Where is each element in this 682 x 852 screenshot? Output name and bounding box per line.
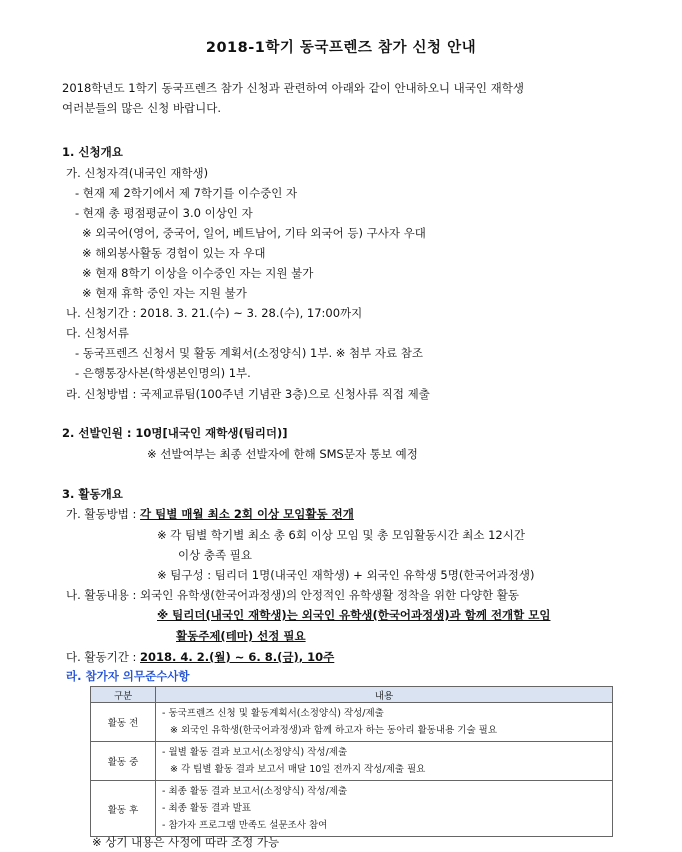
s1-ga-item: - 현재 제 2학기에서 제 7학기를 이수중인 자 (75, 186, 298, 200)
s1-ga-item: ※ 외국어(영어, 중국어, 일어, 베트남어, 기타 외국어 등) 구사자 우대 (82, 226, 426, 240)
footer-note: ※ 상기 내용은 사정에 따라 조정 가능 (92, 835, 280, 849)
s3-ga-value: 각 팀별 매월 최소 2회 이상 모임활동 전개 (140, 507, 354, 521)
section-2-heading (62, 425, 288, 441)
intro-line-2: 여러분들의 많은 신청 바랍니다. (62, 101, 222, 115)
s1-da: 다. 신청서류 (66, 326, 129, 340)
s3-na-label: 나. 활동내용 : (66, 588, 141, 602)
table-header-content: 내용 (156, 687, 613, 703)
s1-ga-item: - 현재 총 평점평균이 3.0 이상인 자 (75, 206, 253, 220)
s1-ga: 가. 신청자격(내국인 재학생) (66, 166, 209, 180)
section-1-heading: 1. 신청개요 (62, 145, 123, 159)
s1-ga-item: ※ 현재 8학기 이상을 이수중인 자는 지원 불가 (82, 266, 314, 280)
table-cell-content (156, 703, 613, 742)
page-title: 2018-1학기 동국프렌즈 참가 신청 안내 (205, 40, 477, 56)
s1-da-item: - 은행통장사본(학생본인명의) 1부. (75, 366, 251, 380)
table-line: ※ 외국인 유학생(한국어과정생)과 함께 하고자 하는 동아리 활동내용 기술 필요 (170, 725, 498, 736)
table-line: - 동국프렌즈 신청 및 활동계획서(소정양식) 작성/제출 (162, 708, 384, 719)
s3-da (66, 649, 334, 665)
table-cell-category: 활동 중 (91, 742, 156, 781)
table-line: - 최종 활동 결과 발표 (162, 803, 251, 814)
s2-value: 10명[내국인 재학생(팀리더)] (135, 426, 288, 440)
s1-ga-item: ※ 현재 휴학 중인 자는 지원 불가 (82, 286, 247, 300)
intro-line-1: 2018학년도 1학기 동국프렌즈 참가 신청과 관련하여 아래와 같이 안내하오니 내국인 재학생 (62, 81, 524, 95)
table-row (91, 703, 613, 742)
s3-na-note-b: 활동주제(테마) 선정 필요 (176, 629, 306, 643)
s3-na-value: 외국인 유학생(한국어과정생)의 안정적인 유학생활 정착을 위한 다양한 활동 (140, 588, 519, 602)
table-row (91, 781, 613, 837)
s3-ga (66, 506, 354, 522)
s1-da-item: - 동국프렌즈 신청서 및 활동 계획서(소정양식) 1부. ※ 첨부 자료 참조 (75, 346, 424, 360)
table-cell-content (156, 781, 613, 837)
s3-da-label: 다. 활동기간 : (66, 650, 141, 664)
s1-na: 나. 신청기간 : 2018. 3. 21.(수) ~ 3. 28.(수), 17:00까지 (66, 306, 363, 320)
s2-note: ※ 선발여부는 최종 선발자에 한해 SMS문자 통보 예정 (147, 447, 418, 461)
s3-ga-note-2: ※ 팀구성 : 팀리더 1명(내국인 재학생) + 외국인 유학생 5명(한국어과정생) (157, 568, 535, 582)
s3-ga-note-1b: 이상 충족 필요 (178, 548, 252, 562)
table-line: - 최종 활동 결과 보고서(소정양식) 작성/제출 (162, 786, 348, 797)
table-cell-category: 활동 전 (91, 703, 156, 742)
table-line: - 참가자 프로그램 만족도 설문조사 참여 (162, 820, 328, 831)
s3-ra: 라. 참가자 의무준수사항 (66, 669, 190, 683)
s2-prefix: 2. 선발인원 : (62, 426, 136, 440)
table-line: - 월별 활동 결과 보고서(소정양식) 작성/제출 (162, 747, 348, 758)
s3-na-note-a: ※ 팀리더(내국인 재학생)는 외국인 유학생(한국어과정생)과 함께 전개할 모임 (157, 608, 551, 622)
s1-ra: 라. 신청방법 : 국제교류팀(100주년 기념관 3층)으로 신청사류 직접 제출 (66, 387, 430, 401)
table-cell-content (156, 742, 613, 781)
table-row (91, 742, 613, 781)
s3-da-value: 2018. 4. 2.(월) ~ 6. 8.(금), 10주 (140, 650, 335, 664)
table-header-category: 구분 (91, 687, 156, 703)
table-cell-category: 활동 후 (91, 781, 156, 837)
table-line: ※ 각 팀별 활동 결과 보고서 매달 10일 전까지 작성/제출 필요 (170, 764, 426, 775)
section-3-heading: 3. 활동개요 (62, 487, 123, 501)
s3-ga-label: 가. 활동방법 : (66, 507, 141, 521)
s1-ga-item: ※ 해외봉사활동 경험이 있는 자 우대 (82, 246, 266, 260)
duties-table (90, 686, 613, 837)
s3-na (66, 587, 519, 603)
table-header-row (91, 687, 613, 703)
s3-ga-note-1: ※ 각 팀별 학기별 최소 총 6회 이상 모임 및 총 모임활동시간 최소 12시간 (157, 528, 525, 542)
